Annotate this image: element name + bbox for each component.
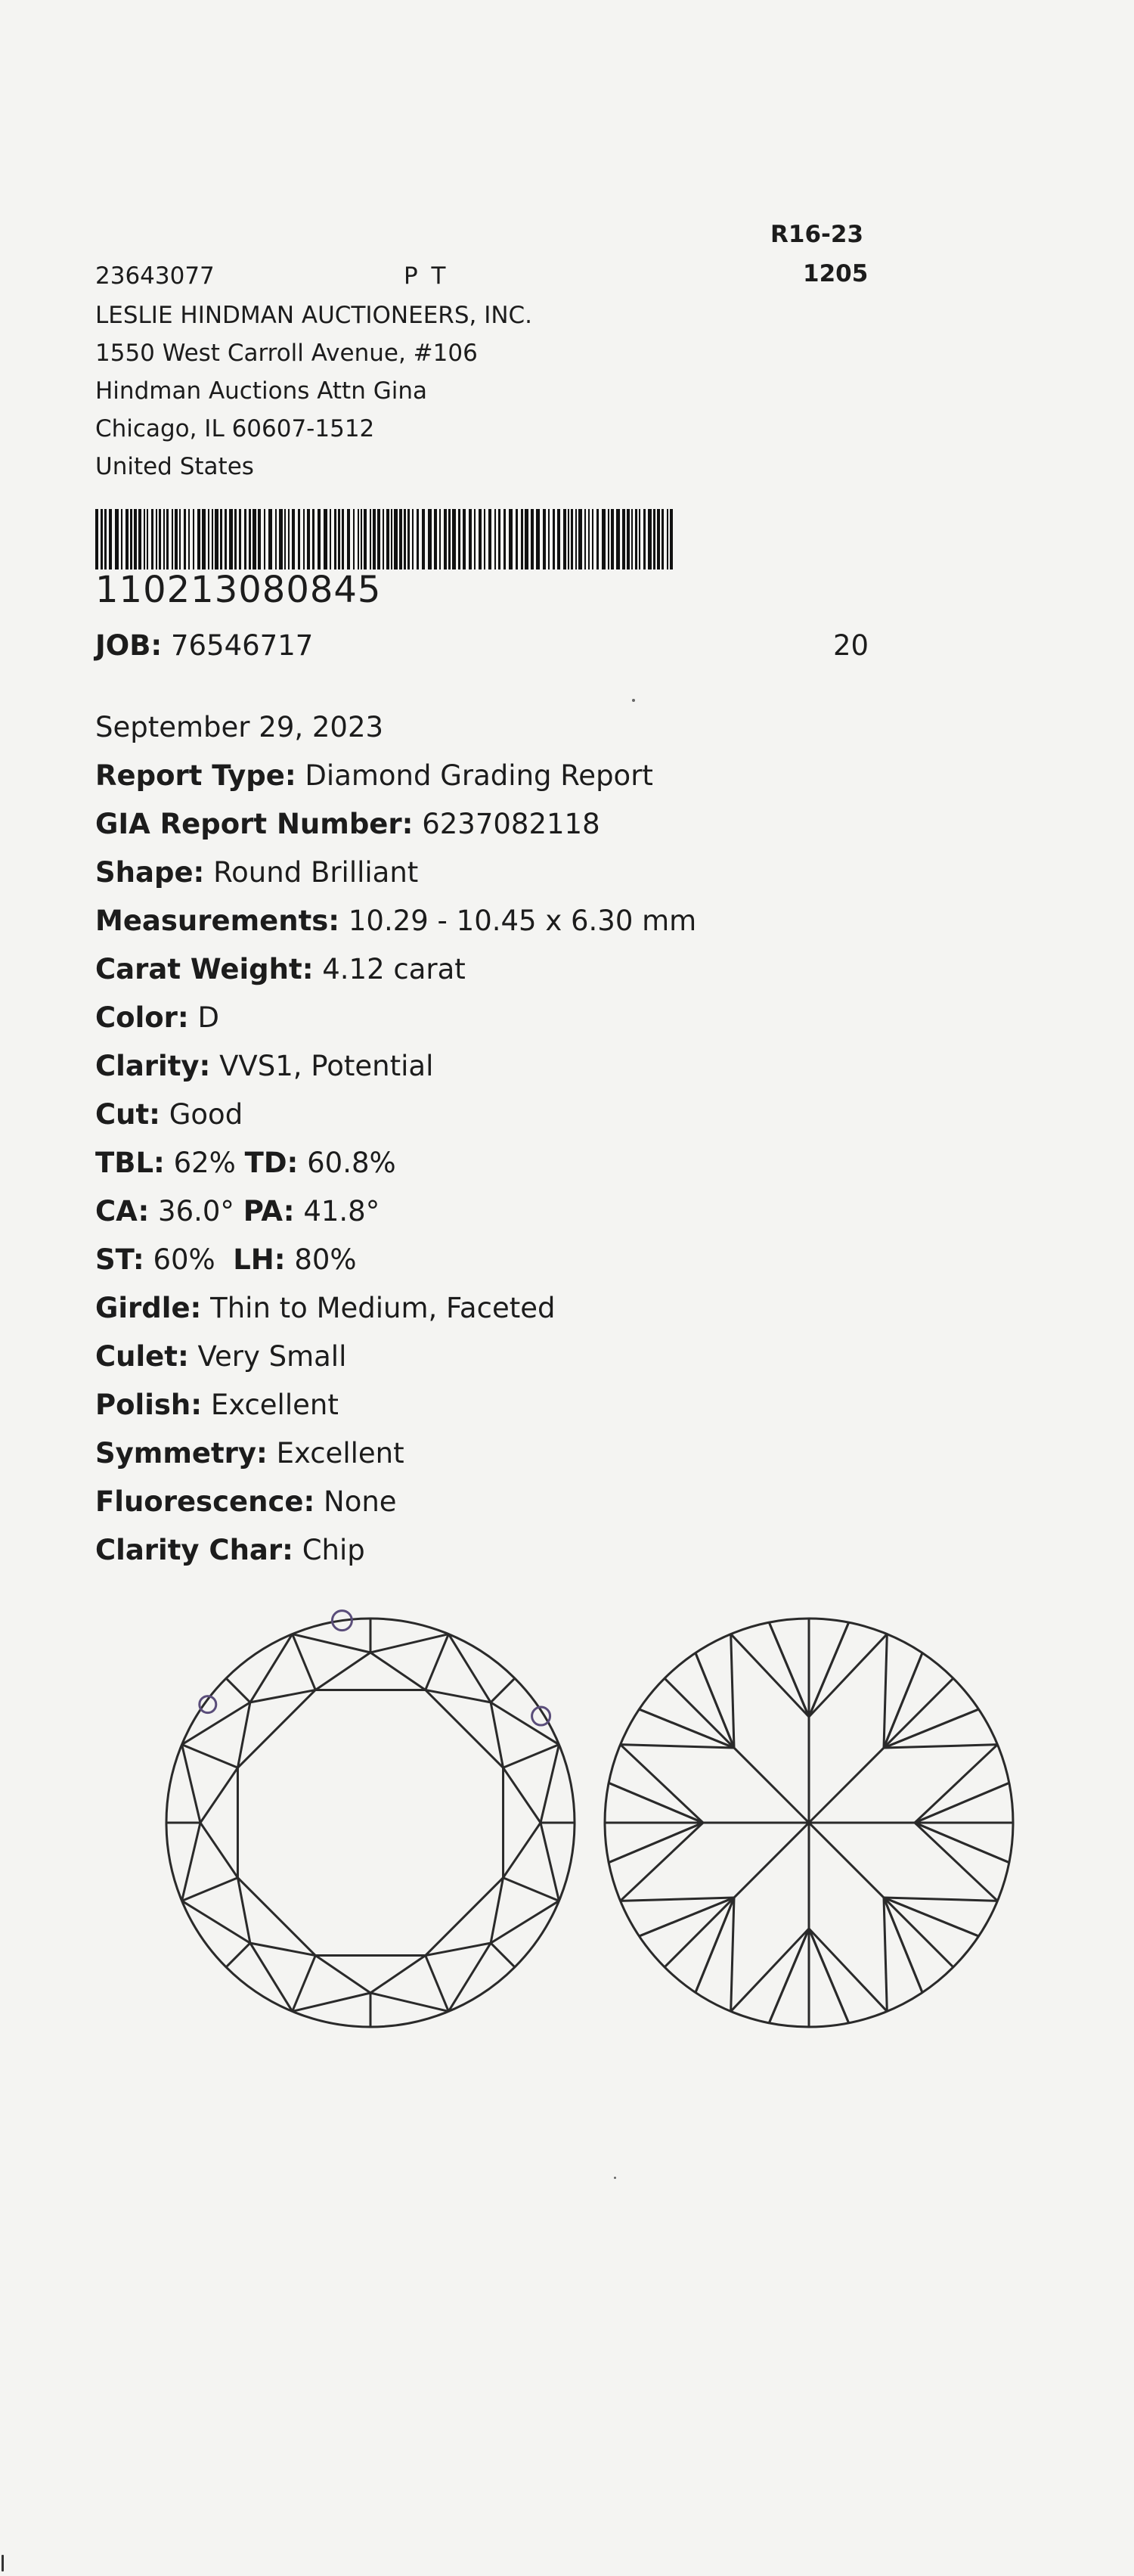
barcode-bar [253, 509, 256, 570]
field-value: 60% [153, 1243, 215, 1276]
barcode-bar [184, 509, 186, 570]
barcode-bar [138, 509, 141, 570]
field-value: Round Brilliant [213, 856, 419, 889]
upper-girdle-edge [491, 1943, 515, 1967]
pavilion-main-edge [665, 1823, 809, 1967]
field-clarity [95, 1050, 433, 1082]
barcode-bar [159, 509, 161, 570]
barcode-bar [208, 509, 209, 570]
scan-edge-mark [2, 2555, 4, 2571]
barcode-bar [571, 509, 573, 570]
field-label: TBL: [95, 1147, 165, 1179]
barcode-bar [312, 509, 314, 570]
barcode-bar [121, 509, 122, 570]
barcode-bar [588, 509, 590, 570]
barcode-bar [188, 509, 190, 570]
barcode-bar [417, 509, 419, 570]
lower-half-edge [884, 1745, 997, 1748]
address-line-3: Hindman Auctions Attn Gina [95, 377, 427, 405]
address-line-4: Chicago, IL 60607-1512 [95, 415, 375, 442]
barcode-bar [244, 509, 246, 570]
field-label: Carat Weight: [95, 953, 314, 985]
barcode-bar [279, 509, 283, 570]
barcode-bar [268, 509, 272, 570]
barcode-bar [434, 509, 437, 570]
barcode-bar [330, 509, 331, 570]
lower-half-edge [621, 1898, 734, 1901]
barcode-bar [225, 509, 227, 570]
barcode-bar [452, 509, 456, 570]
barcode-number: 110213080845 [95, 569, 382, 611]
lower-half-edge [884, 1634, 887, 1748]
barcode-bar [292, 509, 295, 570]
job-count: 20 [833, 629, 869, 662]
field-report-type [95, 759, 653, 792]
barcode-bar [298, 509, 300, 570]
barcode-bar [399, 509, 402, 570]
barcode-bar [156, 509, 157, 570]
barcode-bar [670, 509, 673, 570]
field-label: GIA Report Number: [95, 808, 414, 840]
barcode-bar [334, 509, 336, 570]
barcode-bar [166, 509, 169, 570]
lower-half-edge [731, 1634, 734, 1748]
field-value: D [197, 1001, 219, 1034]
lower-half-edge [809, 1929, 887, 2011]
field-value: Good [169, 1098, 243, 1131]
barcode-bar [662, 509, 664, 570]
barcode-bar [557, 509, 560, 570]
star-facet [315, 1653, 425, 1690]
barcode-bar [463, 509, 466, 570]
barcode-bar [611, 509, 614, 570]
barcode-bar [229, 509, 233, 570]
barcode-bar [163, 509, 165, 570]
barcode-bar [220, 509, 222, 570]
barcode-bar [303, 509, 305, 570]
lower-half-edge [621, 1745, 703, 1823]
lower-half-edge [915, 1745, 997, 1823]
barcode-bar [370, 509, 371, 570]
barcode-bar [391, 509, 392, 570]
field-value: 10.29 - 10.45 x 6.30 mm [348, 905, 697, 937]
lower-half-edge [731, 1929, 809, 2011]
field-label: Cut: [95, 1098, 160, 1131]
account-number: 23643077 [95, 262, 215, 290]
barcode-bar [631, 509, 633, 570]
field-label: Fluorescence: [95, 1485, 315, 1518]
field-shape [95, 856, 418, 889]
carrier-code: P T [404, 262, 449, 290]
lower-half-edge [731, 1898, 734, 2011]
barcode-bar [521, 509, 523, 570]
upper-girdle-edge [491, 1678, 515, 1702]
field-table-depth [95, 1147, 396, 1179]
field-color [95, 1001, 219, 1034]
scan-speck [632, 699, 635, 702]
field-angles [95, 1195, 380, 1227]
field-label: Shape: [95, 856, 205, 889]
barcode-bar [197, 509, 200, 570]
barcode-bar [596, 509, 599, 570]
job-label: JOB: [95, 629, 163, 662]
field-value: 6237082118 [422, 808, 600, 840]
barcode-bar [258, 509, 261, 570]
field-clarity-characteristics [95, 1534, 365, 1566]
barcode-bar [469, 509, 472, 570]
barcode-bar [616, 509, 620, 570]
star-facet [503, 1768, 541, 1877]
field-label: Measurements: [95, 905, 340, 937]
reference-code: R16-23 [770, 221, 864, 248]
barcode-bar [488, 509, 491, 570]
field-label: Clarity: [95, 1050, 211, 1082]
lower-half-edge [809, 1634, 887, 1717]
pavilion-plot-diagram [597, 1603, 1021, 2034]
field-report-number [95, 808, 600, 840]
barcode-bar [498, 509, 500, 570]
barcode-bar [407, 509, 410, 570]
barcode-bar [239, 509, 241, 570]
field-label: Report Type: [95, 759, 296, 792]
reference-number: 1205 [803, 260, 869, 287]
barcode-bar [568, 509, 569, 570]
barcode-bar [516, 509, 518, 570]
barcode-bar [474, 509, 476, 570]
barcode-bar [657, 509, 660, 570]
field-measurements [95, 905, 696, 937]
barcode-bar [543, 509, 546, 570]
field-value: 41.8° [303, 1195, 380, 1227]
barcode-bar [602, 509, 606, 570]
barcode-bar [144, 509, 145, 570]
bezel-edge [503, 1745, 559, 1768]
barcode-bar [264, 509, 265, 570]
barcode-bar [494, 509, 496, 570]
field-girdle [95, 1292, 555, 1324]
barcode-bar [353, 509, 355, 570]
field-star-lower-half [95, 1243, 357, 1276]
upper-girdle-edge [226, 1678, 250, 1702]
field-label: TD: [244, 1147, 299, 1179]
field-value: VVS1, Potential [219, 1050, 434, 1082]
field-value: Excellent [276, 1437, 404, 1470]
field-value: 36.0° [158, 1195, 234, 1227]
field-value: Thin to Medium, Faceted [210, 1292, 556, 1324]
field-value: 80% [294, 1243, 357, 1276]
barcode-bar [584, 509, 586, 570]
barcode-bar [342, 509, 344, 570]
barcode-bar [101, 509, 103, 570]
barcode-bar [412, 509, 414, 570]
barcode-bar [215, 509, 218, 570]
barcode-bar [643, 509, 646, 570]
field-label: LH: [233, 1243, 286, 1276]
field-label: Culet: [95, 1340, 189, 1373]
barcode-bar [358, 509, 359, 570]
field-label: Color: [95, 1001, 189, 1034]
barcode-bar [578, 509, 582, 570]
barcode-bar [324, 509, 327, 570]
field-symmetry [95, 1437, 404, 1470]
barcode-bar [627, 509, 630, 570]
barcode-bar [193, 509, 194, 570]
pavilion-main-edge [665, 1678, 809, 1823]
barcode-bar [134, 509, 137, 570]
lower-half-edge [884, 1898, 887, 2011]
barcode-bar [373, 509, 376, 570]
barcode-bar [622, 509, 625, 570]
barcode-bar [383, 509, 384, 570]
field-value: None [324, 1485, 397, 1518]
bezel-edge [182, 1878, 238, 1901]
barcode-bar [115, 509, 119, 570]
barcode-bar [592, 509, 593, 570]
field-label: ST: [95, 1243, 144, 1276]
barcode-bar [125, 509, 129, 570]
pavilion-main-edge [809, 1678, 953, 1823]
barcode-bar [151, 509, 153, 570]
field-value: 4.12 carat [322, 953, 466, 985]
barcode-bar [428, 509, 432, 570]
barcode-bar [653, 509, 655, 570]
barcode-bar [109, 509, 112, 570]
report-date: September 29, 2023 [95, 711, 384, 743]
table-facet [237, 1690, 503, 1955]
barcode-bar [172, 509, 173, 570]
barcode-bar [95, 509, 98, 570]
barcode-bar [404, 509, 406, 570]
barcode-bar [553, 509, 555, 570]
barcode-bar [318, 509, 321, 570]
star-facet [200, 1768, 237, 1877]
barcode-bar [377, 509, 380, 570]
barcode-bar [212, 509, 213, 570]
field-label: PA: [243, 1195, 295, 1227]
barcode-bar [202, 509, 206, 570]
barcode-bar [531, 509, 534, 570]
field-label: CA: [95, 1195, 150, 1227]
field-value: Very Small [197, 1340, 347, 1373]
barcode-bar [275, 509, 277, 570]
barcode-bar [361, 509, 362, 570]
barcode-bar [608, 509, 609, 570]
field-value: Chip [302, 1534, 365, 1566]
barcode-bar [479, 509, 482, 570]
field-carat-weight [95, 953, 466, 985]
lower-half-edge [915, 1823, 997, 1901]
crown-plot-diagram [159, 1603, 582, 2034]
address-line-2: 1550 West Carroll Avenue, #106 [95, 340, 478, 367]
upper-girdle-edge [226, 1943, 250, 1967]
bezel-edge [503, 1878, 559, 1901]
barcode-bar [484, 509, 485, 570]
scan-speck [614, 2177, 616, 2179]
barcode-bar [104, 509, 107, 570]
field-value: 60.8% [307, 1147, 396, 1179]
barcode-bar [422, 509, 425, 570]
barcode-bar [386, 509, 389, 570]
barcode-bar [635, 509, 637, 570]
barcode-bar [394, 509, 398, 570]
barcode-bar [338, 509, 340, 570]
star-facet [315, 1956, 425, 1993]
bezel-edge [426, 1956, 449, 2012]
field-cut [95, 1098, 243, 1131]
barcode-bar [575, 509, 577, 570]
field-label: Clarity Char: [95, 1534, 293, 1566]
field-label: Girdle: [95, 1292, 202, 1324]
job-line [95, 629, 313, 662]
barcode-bar [364, 509, 367, 570]
barcode-bar [503, 509, 506, 570]
bezel-edge [293, 1956, 316, 2012]
chip-markers [200, 1611, 550, 1725]
barcode-image [95, 509, 676, 570]
field-culet [95, 1340, 346, 1373]
crown-facet-lines [166, 1619, 575, 2027]
barcode-bar [439, 509, 441, 570]
job-number: 76546717 [170, 629, 314, 662]
field-fluorescence [95, 1485, 397, 1518]
field-polish [95, 1389, 339, 1421]
barcode-bar [563, 509, 566, 570]
barcode-bar [147, 509, 148, 570]
barcode-bar [648, 509, 652, 570]
field-label: Symmetry: [95, 1437, 268, 1470]
lower-half-edge [621, 1745, 734, 1748]
field-label: Polish: [95, 1389, 203, 1421]
pavilion-facet-lines [605, 1619, 1013, 2027]
barcode-bar [234, 509, 237, 570]
bezel-edge [182, 1745, 238, 1768]
barcode-bar [130, 509, 132, 570]
barcode-bar [458, 509, 460, 570]
barcode-bar [639, 509, 640, 570]
barcode-bar [347, 509, 350, 570]
bezel-edge [293, 1634, 316, 1690]
lower-half-edge [884, 1898, 997, 1901]
lower-half-edge [621, 1823, 703, 1901]
address-line-1: LESLIE HINDMAN AUCTIONEERS, INC. [95, 302, 533, 329]
lower-half-edge [731, 1634, 809, 1717]
barcode-bar [284, 509, 286, 570]
address-line-5: United States [95, 453, 254, 480]
barcode-bar [175, 509, 178, 570]
barcode-bar [448, 509, 451, 570]
barcode-bar [307, 509, 310, 570]
barcode-bar [444, 509, 447, 570]
barcode-bar [288, 509, 290, 570]
barcode-bar [179, 509, 181, 570]
pavilion-main-edge [809, 1823, 953, 1967]
barcode-bar [249, 509, 251, 570]
bezel-edge [426, 1634, 449, 1690]
field-value: Diamond Grading Report [305, 759, 653, 792]
barcode-bar [536, 509, 540, 570]
barcode-bar [667, 509, 668, 570]
barcode-bar [509, 509, 513, 570]
barcode-bar [525, 509, 528, 570]
field-value: 62% [173, 1147, 236, 1179]
field-value: Excellent [210, 1389, 339, 1421]
barcode-bar [548, 509, 550, 570]
